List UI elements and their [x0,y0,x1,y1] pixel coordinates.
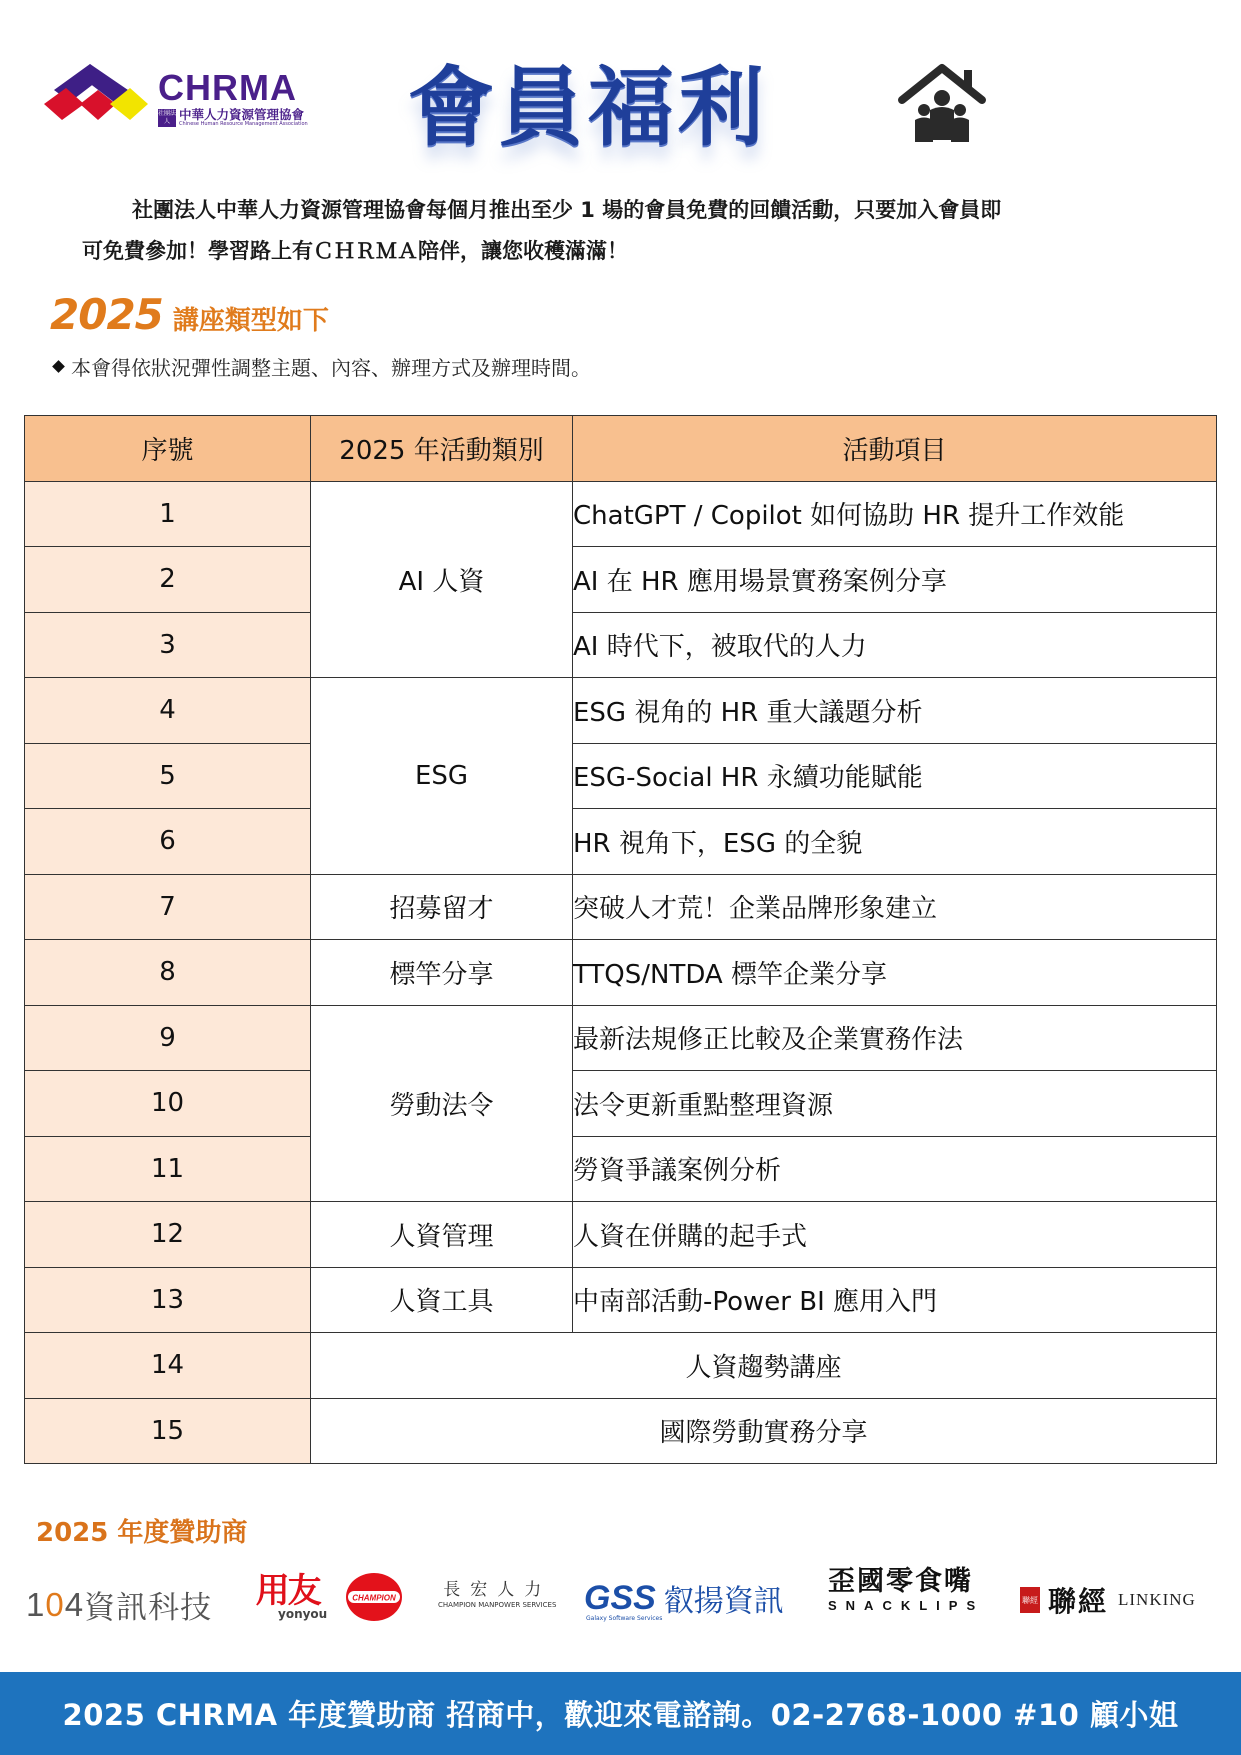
sponsor-logos [26,1560,1226,1630]
table-row [25,874,1217,940]
row-merged-item: 國際勞動實務分享 [311,1398,1217,1464]
diamond-bullet-icon [52,360,65,373]
row-category: AI 人資 [311,481,573,678]
sponsor-snack-big: 歪國零食嘴 [828,1566,973,1597]
page-title: 會員福利 [408,58,768,158]
row-number: 1 [25,481,311,547]
row-item: 勞資爭議案例分析 [573,1136,1217,1202]
row-item: HR 視角下，ESG 的全貌 [573,809,1217,875]
sponsor-yonyou-big: 用友 [255,1571,320,1611]
row-number: 15 [25,1398,311,1464]
header-item: 活動項目 [573,416,1217,482]
table-row [25,940,1217,1006]
sponsor-yonyou-logo [248,1571,328,1621]
footer-banner [0,1672,1241,1755]
sponsor-gss-logo [584,1576,784,1620]
logo-english-name: Chinese Human Resource Management Association [179,121,308,127]
table-row [25,481,1217,547]
row-number: 7 [25,874,311,940]
table-row [25,1071,1217,1137]
row-number: 2 [25,547,311,613]
section-label: 講座類型如下 [172,306,329,336]
sponsor-cm-small: CHAMPION MANPOWER SERVICES [438,1601,557,1609]
row-item: AI 時代下，被取代的人力 [573,612,1217,678]
lecture-table [24,415,1217,1464]
chrma-logo-text [158,67,333,127]
sponsor-gss-mark: GSS [584,1579,656,1617]
table-row [25,809,1217,875]
sponsor-snack-small: SNACKLIPS [828,1598,985,1613]
row-item: 中南部活動-Power BI 應用入門 [573,1267,1217,1333]
table-row [25,1005,1217,1071]
sponsor-champion-text: CHAMPION [352,1593,396,1603]
table-row [25,547,1217,613]
row-category: 標竿分享 [311,940,573,1006]
sponsor-gss-cn: 叡揚資訊 [663,1584,784,1619]
sponsor-cm-big: 長宏人力 [443,1580,552,1600]
row-number: 11 [25,1136,311,1202]
sponsor-104-num-2: 0 [45,1585,65,1623]
row-number: 4 [25,678,311,744]
sponsor-yonyou-small: yonyou [278,1607,328,1621]
intro-paragraph [82,190,1162,272]
sponsor-linking-cn: 聯經 [1048,1585,1109,1618]
sponsor-gss-sub: Galaxy Software Services [586,1615,663,1622]
sponsor-104-logo [26,1582,212,1627]
logo-chinese-name: 中華人力資源管理協會 [179,107,305,122]
sponsor-snacklips-logo [828,1566,984,1614]
row-number: 13 [25,1267,311,1333]
sponsor-104-num-3: 4 [64,1585,85,1623]
row-category: 人資管理 [311,1202,573,1268]
page-header [0,0,1241,170]
note-text: 本會得依狀況彈性調整主題、內容、辦理方式及辦理時間。 [71,356,591,380]
row-number: 9 [25,1005,311,1071]
section-year: 2025 [50,290,163,339]
sponsor-champion-manpower-logo [438,1580,556,1610]
row-item: AI 在 HR 應用場景實務案例分享 [573,547,1217,613]
intro-line-2: 可免費參加！學習路上有ＣＨＲＭＡ陪伴，讓您收穫滿滿！ [82,239,628,263]
chrma-logo-mark [44,62,148,126]
row-item: 人資在併購的起手式 [573,1202,1217,1268]
row-item: 突破人才荒！企業品牌形象建立 [573,874,1217,940]
table-header-row [25,416,1217,482]
table-row [25,1267,1217,1333]
row-number: 3 [25,612,311,678]
table-row [25,678,1217,744]
row-category: 人資工具 [311,1267,573,1333]
adjustment-note [54,352,591,381]
row-item: ChatGPT / Copilot 如何協助 HR 提升工作效能 [573,481,1217,547]
family-house-icon [896,60,988,146]
table-row [25,1398,1217,1464]
row-number: 6 [25,809,311,875]
logo-acronym: CHRMA [158,67,297,108]
row-category: 勞動法令 [311,1005,573,1202]
logo-tag: 社團法人 [158,109,177,125]
row-category: 招募留才 [311,874,573,940]
section-heading [50,290,329,339]
sponsor-104-num-1: 1 [26,1585,46,1623]
row-item: ESG-Social HR 永續功能賦能 [573,743,1217,809]
sponsor-heading: 2025 年度贊助商 [36,1518,248,1548]
row-merged-item: 人資趨勢講座 [311,1333,1217,1399]
table-row [25,1333,1217,1399]
row-number: 8 [25,940,311,1006]
header-category: 2025 年活動類別 [311,416,573,482]
table-row [25,1136,1217,1202]
sponsor-linking-logo [1020,1580,1196,1620]
row-number: 14 [25,1333,311,1399]
row-item: ESG 視角的 HR 重大議題分析 [573,678,1217,744]
sponsor-104-text: 資訊科技 [84,1590,213,1626]
sponsor-champion-logo [345,1572,403,1622]
row-number: 5 [25,743,311,809]
row-category: ESG [311,678,573,875]
row-number: 10 [25,1071,311,1137]
row-number: 12 [25,1202,311,1268]
row-item: 法令更新重點整理資源 [573,1071,1217,1137]
sponsor-linking-seal: 聯經 [1020,1587,1040,1613]
sponsor-linking-en: LINKING [1118,1590,1196,1609]
table-row [25,1202,1217,1268]
footer-text: 2025 CHRMA 年度贊助商 招商中，歡迎來電諮詢。02-2768-1000 #10 顧小姐 [62,1698,1179,1732]
intro-line-1: 社團法人中華人力資源管理協會每個月推出至少 1 場的會員免費的回饋活動，只要加入會員即 [132,198,1002,222]
table-row [25,743,1217,809]
row-item: 最新法規修正比較及企業實務作法 [573,1005,1217,1071]
row-item: TTQS/NTDA 標竿企業分享 [573,940,1217,1006]
table-row [25,612,1217,678]
header-number: 序號 [25,416,311,482]
